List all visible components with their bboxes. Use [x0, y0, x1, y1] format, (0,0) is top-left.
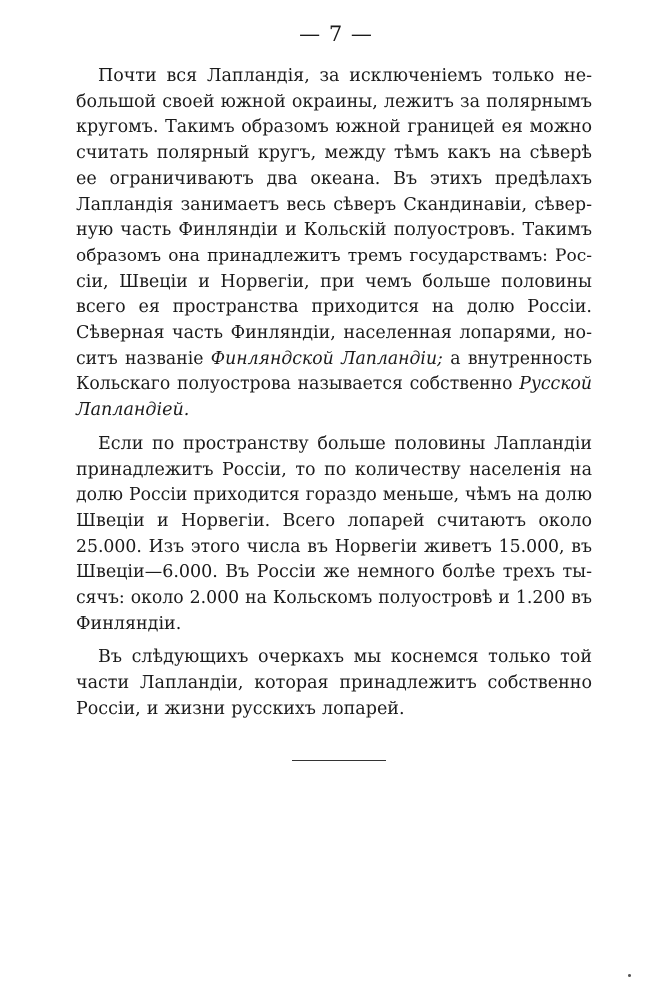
paper-speck	[628, 974, 631, 977]
text-segment: а внутренность	[442, 348, 592, 369]
body-text	[76, 64, 592, 723]
text-line: ее ограничиваютъ два океана. Въ этихъ предѣлахъ	[76, 168, 592, 189]
text-line	[76, 398, 592, 424]
text-line: Финляндіи.	[76, 613, 182, 634]
text-line: сіи, Швеціи и Норвегіи, при чемъ больше половины	[76, 271, 592, 292]
section-end-rule	[292, 760, 386, 761]
text-line: Въ слѣдующихъ очеркахъ мы коснемся только той	[98, 647, 592, 668]
paragraph-1	[76, 64, 592, 424]
text-line: принадлежитъ Россіи, то по количеству населенія на	[76, 459, 592, 480]
text-line: Сѣверная часть Финляндіи, населенная лопарями, но-	[76, 323, 592, 344]
text-line	[76, 347, 592, 373]
text-line: Швеціи—6.000. Въ Россіи же немного болѣе трехъ ты-	[76, 562, 592, 583]
italic-term: Лапландіей.	[76, 400, 190, 421]
text-line: Швеціи и Норвегіи. Всего лопарей считаютъ около	[76, 510, 592, 531]
text-line: кругомъ. Такимъ образомъ южной границей ея можно	[76, 117, 592, 138]
text-line: Россіи, и жизни русскихъ лопарей.	[76, 698, 405, 719]
paragraph-2	[76, 432, 592, 638]
paragraph-3	[76, 645, 592, 722]
text-line: ную часть Финляндіи и Кольскій полуостровъ. Такимъ	[76, 220, 592, 241]
text-line: 25.000. Изъ этого числа въ Норвегіи живетъ 15.000, въ	[76, 536, 592, 557]
text-line: считать полярный кругъ, между тѣмъ какъ на сѣверѣ	[76, 143, 592, 164]
text-line: Лапландія занимаетъ весь сѣверъ Скандинавіи, сѣвер-	[76, 194, 592, 215]
text-line: всего ея пространства приходится на долю Россіи.	[76, 297, 592, 318]
text-line: образомъ она принадлежитъ тремъ государствамъ: Рос-	[76, 245, 592, 266]
text-line: большой своей южной окраины, лежитъ за полярнымъ	[76, 91, 592, 112]
text-line: Почти вся Лапландія, за исключеніемъ только не-	[98, 66, 592, 86]
text-line: Если по пространству больше половины Лапландіи	[98, 433, 592, 454]
text-line: долю Россіи приходится гораздо меньше, чѣмъ на долю	[76, 485, 592, 506]
text-segment: Кольскаго полуострова называется собственно	[76, 374, 520, 395]
text-line: части Лапландіи, которая принадлежитъ собственно	[76, 673, 592, 694]
italic-term: Русской	[519, 374, 592, 395]
text-line: сячъ: около 2.000 на Кольскомъ полуостровѣ и 1.200 въ	[76, 588, 592, 609]
italic-term: Финляндской Лапландіи;	[210, 348, 443, 369]
text-segment: ситъ названіе	[76, 348, 211, 369]
text-line	[76, 372, 592, 398]
page-number: — 7 —	[299, 22, 373, 46]
